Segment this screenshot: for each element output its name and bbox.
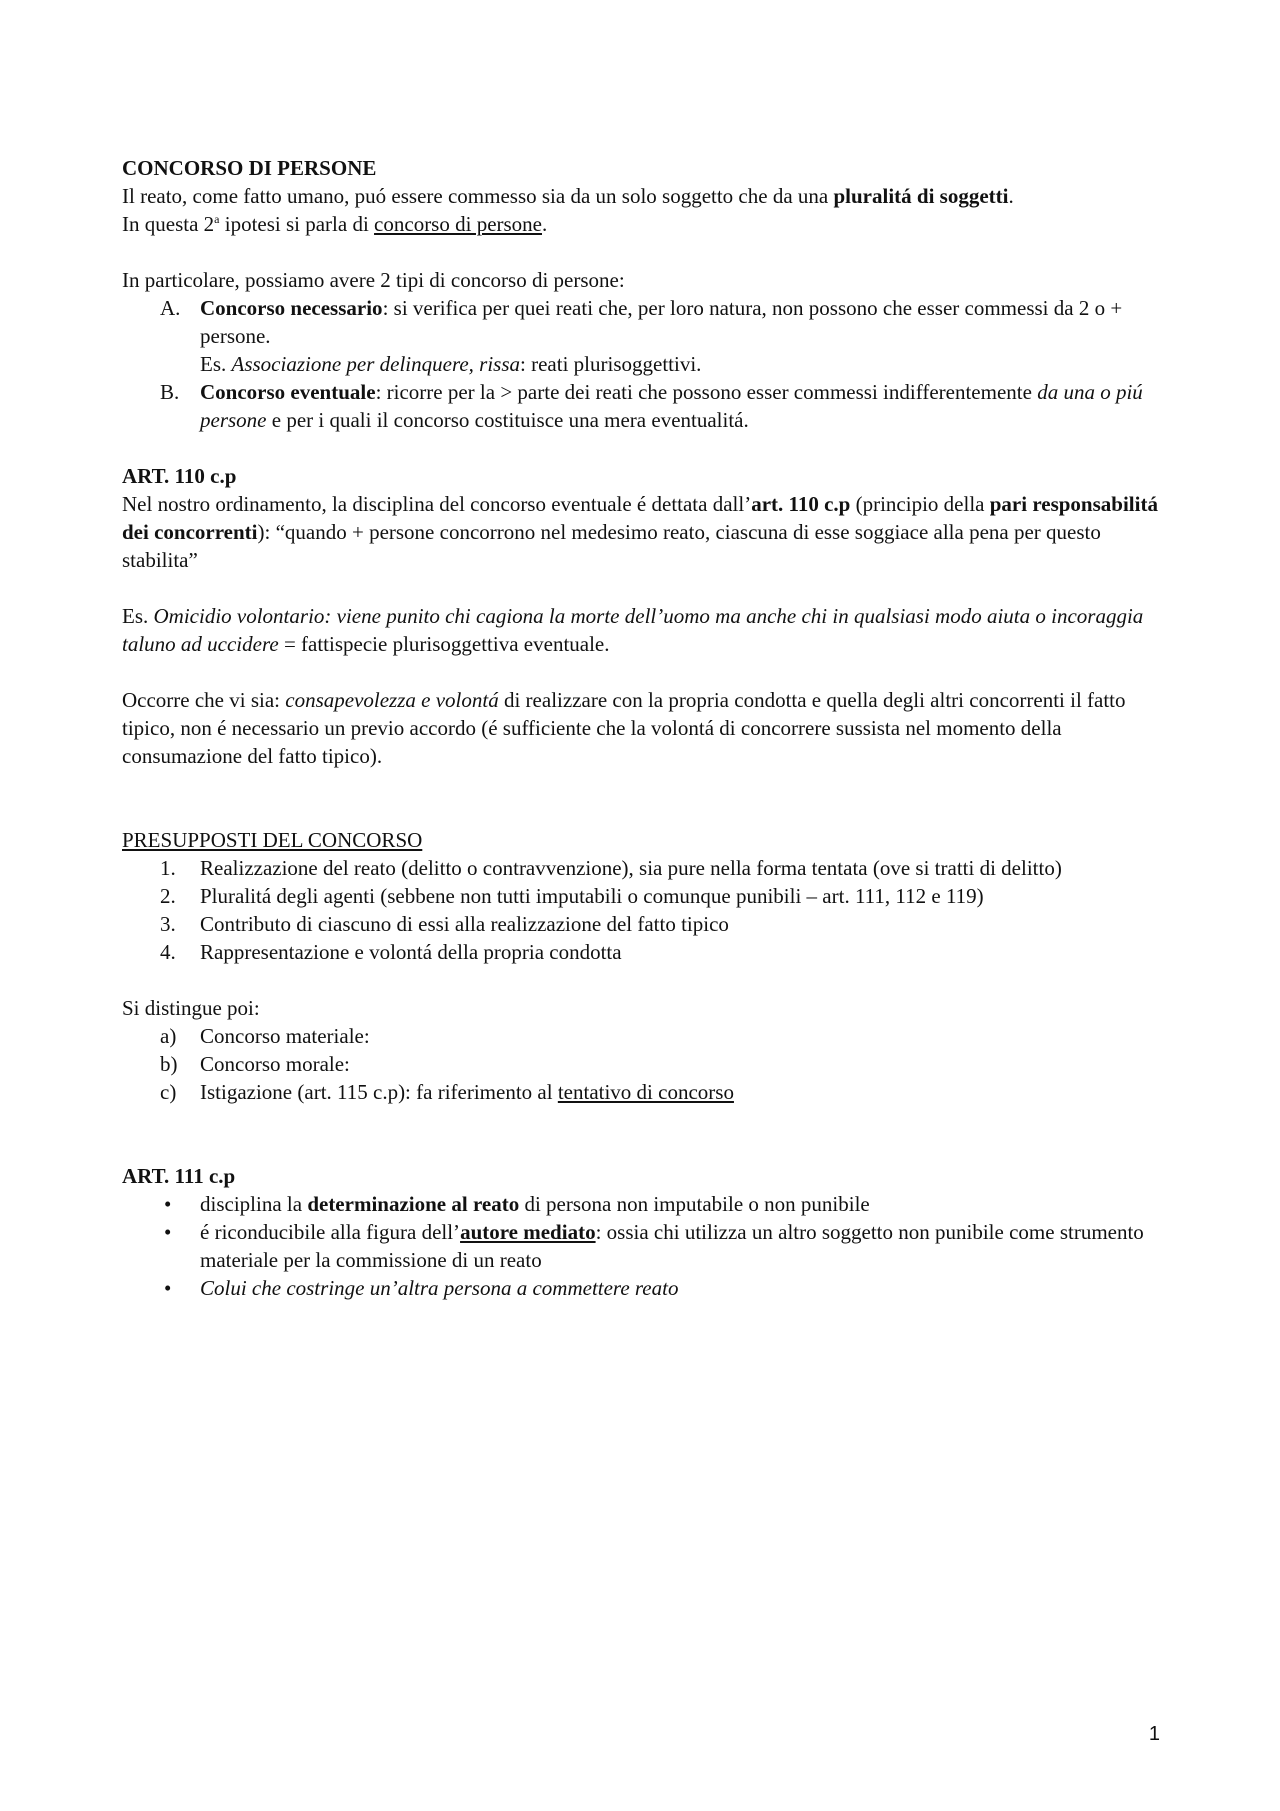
art110-paragraph: Nel nostro ordinamento, la disciplina del concorso eventuale é dettata dall’art. 110 c.p (principio della pari responsabilitá dei concorrenti): “quando + persone concorrono nel medesimo reato, ciascuna di esse soggiace alla pena per questo stabilita” [122, 492, 1158, 572]
art110-example: Es. Omicidio volontario: viene punito chi cagiona la morte dell’uomo ma anche chi in qualsiasi modo aiuta o incoraggia taluno ad uccidere = fattispecie plurisoggettiva eventuale. [122, 604, 1144, 656]
document-title: CONCORSO DI PERSONE [122, 156, 377, 180]
list-item: B. Concorso eventuale: ricorre per la > parte dei reati che possono esser commessi indifferentemente da una o piú persone e per i quali il concorso costituisce una mera eventualitá. [160, 380, 1143, 432]
list-item: 3. Contributo di ciascuno di essi alla realizzazione del fatto tipico [160, 912, 729, 936]
art110-occorre: Occorre che vi sia: consapevolezza e volontá di realizzare con la propria condotta e quella degli altri concorrenti il fatto tipico, non é necessario un previo accordo (é sufficiente che la volontá di concorrere sussista nel momento della consumazione del fatto tipico). [122, 688, 1126, 768]
list-item: 2. Pluralitá degli agenti (sebbene non tutti imputabili o comunque punibili – art. 111, 112 e 119) [160, 884, 984, 908]
art110-heading: ART. 110 c.p [122, 464, 237, 488]
page-number: 1 [1148, 1723, 1160, 1745]
bullet-icon: • [164, 1192, 172, 1216]
distingue-list [122, 1022, 1162, 1106]
bullet-icon: • [164, 1220, 172, 1244]
list-item: 4. Rappresentazione e volontá della propria condotta [160, 940, 622, 964]
bullet-icon: • [164, 1276, 172, 1300]
page-content [122, 154, 1162, 1302]
list-item: • Colui che costringe un’altra persona a commettere reato [164, 1276, 679, 1300]
list-item: • disciplina la determinazione al reato di persona non imputabile o non punibile [164, 1192, 870, 1216]
types-list [122, 294, 1162, 434]
list-item: a) Concorso materiale: [160, 1024, 370, 1048]
list-item: 1. Realizzazione del reato (delitto o contravvenzione), sia pure nella forma tentata (ove si tratti di delitto) [160, 856, 1062, 880]
types-lead: In particolare, possiamo avere 2 tipi di concorso di persone: [122, 268, 625, 292]
intro-line-1: Il reato, come fatto umano, puó essere commesso sia da un solo soggetto che da una pluralitá di soggetti. [122, 184, 1014, 208]
intro-line-2: In questa 2$^a$ ipotesi si parla di concorso di persone. [122, 212, 548, 236]
presupposti-heading: PRESUPPOSTI DEL CONCORSO [122, 828, 423, 852]
list-item: A. Concorso necessario: si verifica per quei reati che, per loro natura, non possono che esser commessi da 2 o + persone. Es. Associazione per delinquere, rissa: reati plurisoggettivi. [160, 296, 1123, 376]
list-item: • é riconducibile alla figura dell’autore mediato: ossia chi utilizza un altro soggetto non punibile come strumento materiale per la commissione di un reato [164, 1220, 1144, 1272]
distingue-lead: Si distingue poi: [122, 996, 260, 1020]
art111-heading: ART. 111 c.p [122, 1164, 236, 1188]
list-item: c) Istigazione (art. 115 c.p): fa riferimento al tentativo di concorso [160, 1080, 734, 1104]
art111-list [122, 1190, 1162, 1302]
presupposti-list [122, 854, 1162, 966]
list-item: b) Concorso morale: [160, 1052, 350, 1076]
